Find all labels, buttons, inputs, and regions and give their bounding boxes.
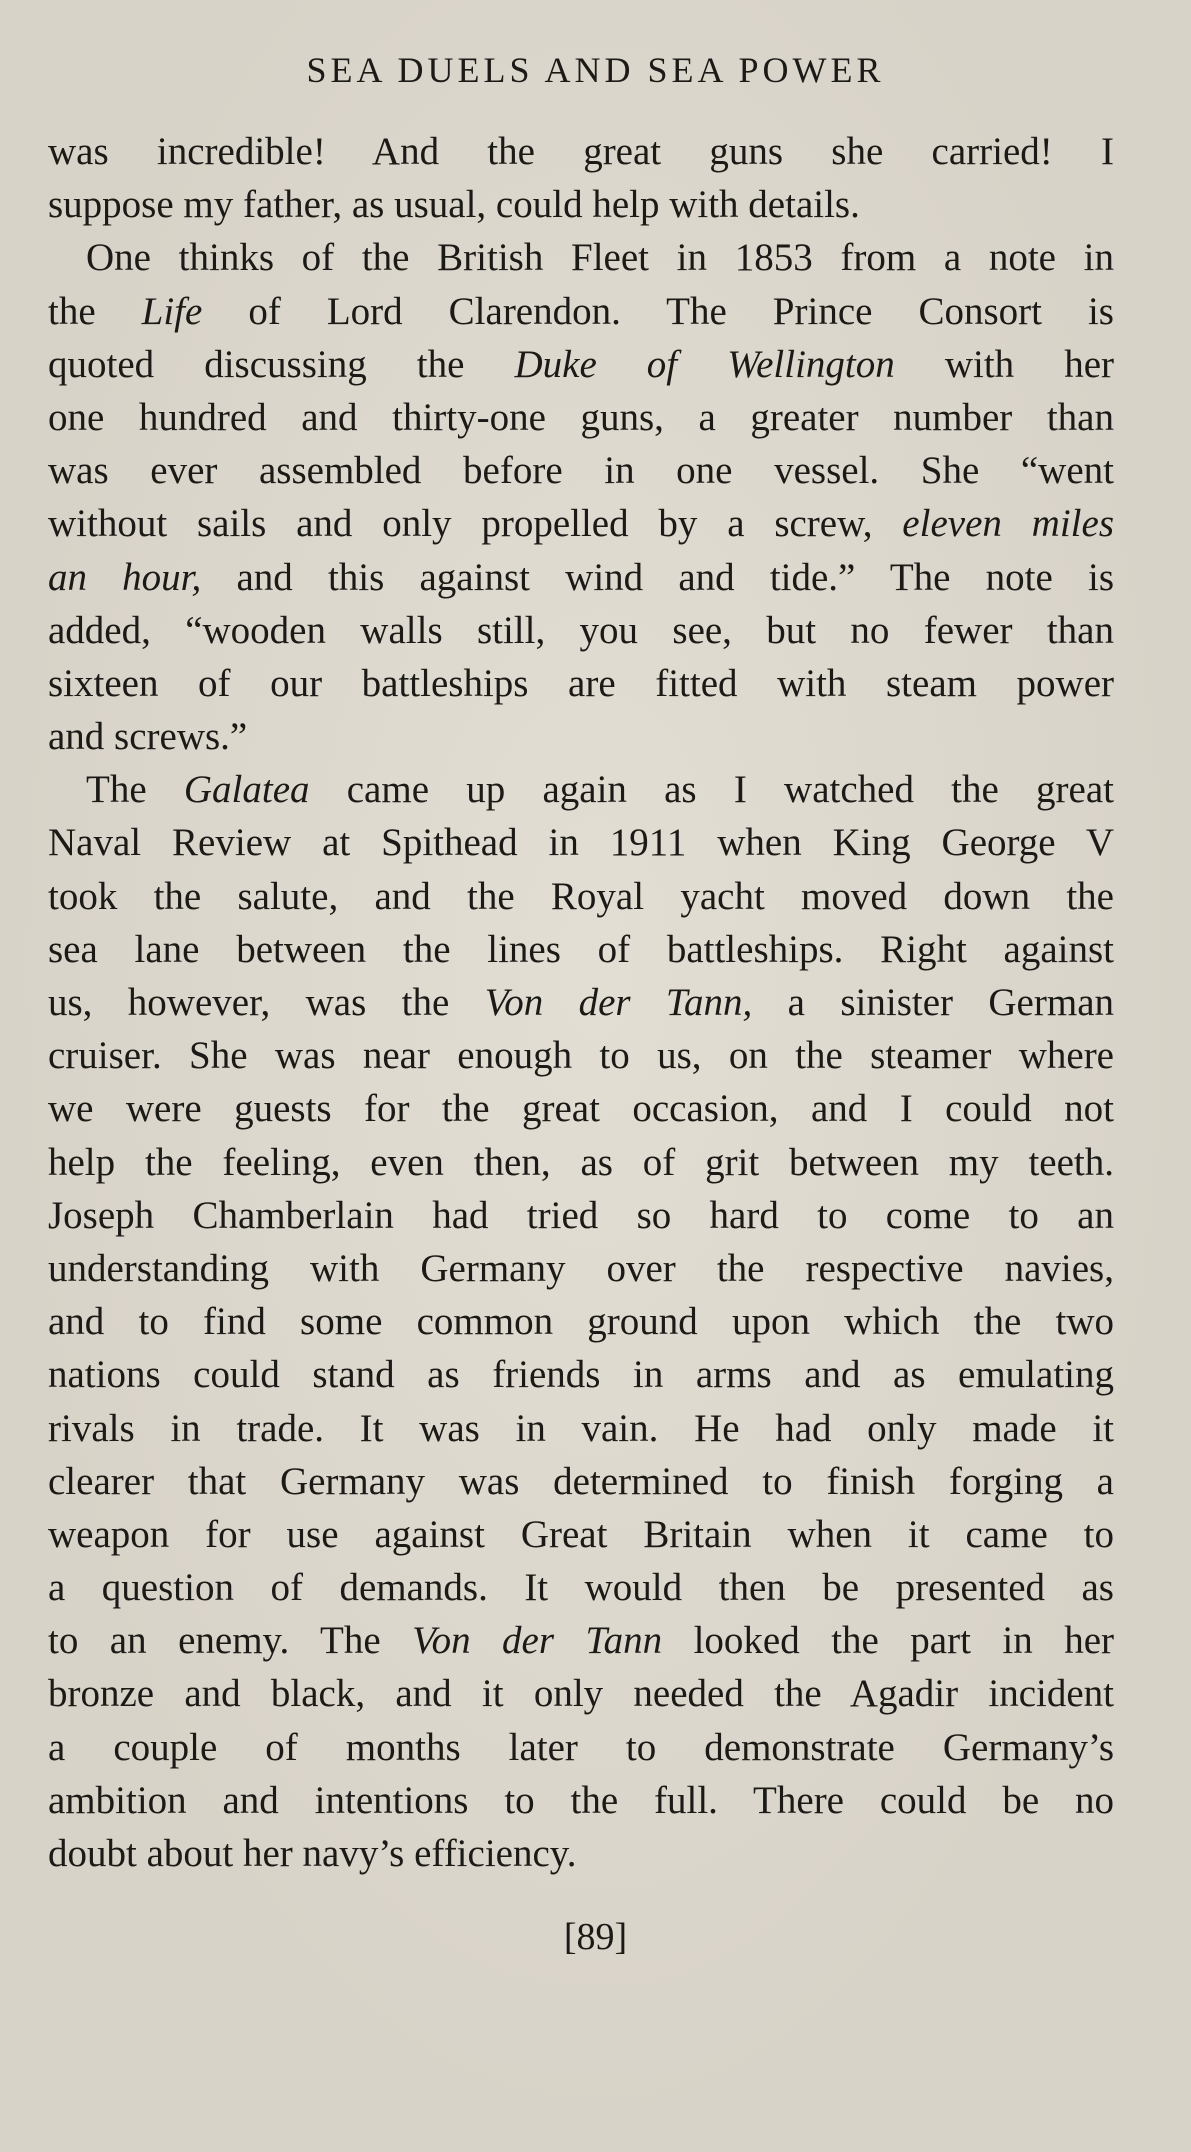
text-line [48, 1614, 1114, 1667]
text-line [48, 231, 1114, 284]
text-segment: of Lord Clarendon. The Prince Consort is [202, 289, 1114, 333]
italic-text: an hour, [48, 555, 202, 599]
text-line [48, 1189, 1114, 1242]
text-segment: to an enemy. The [48, 1619, 413, 1663]
text-line [48, 1136, 1114, 1189]
text-line [48, 976, 1114, 1029]
text-line [48, 338, 1114, 391]
text-segment: one hundred and thirty-one guns, a greater number than [48, 395, 1114, 439]
text-line [48, 551, 1114, 604]
italic-text: Life [141, 289, 203, 333]
running-head: SEA DUELS AND SEA POWER [306, 50, 885, 90]
text-line [48, 1455, 1114, 1508]
text-segment: Joseph Chamberlain had tried so hard to come to an [48, 1193, 1114, 1237]
text-line [48, 1827, 1114, 1880]
body-text [48, 125, 1114, 1880]
text-segment: sixteen of our battleships are fitted with steam power [48, 661, 1114, 705]
text-segment: without sails and only propelled by a screw, [48, 502, 903, 546]
text-line [48, 444, 1114, 497]
text-line [48, 178, 1114, 231]
text-segment: with her [894, 342, 1115, 386]
text-segment: weapon for use against Great Britain when it came to [48, 1512, 1114, 1556]
text-line [48, 497, 1114, 550]
text-segment: doubt about her navy’s efficiency. [48, 1832, 577, 1875]
text-segment: One thinks of the British Fleet in 1853 from a note in [86, 236, 1114, 280]
text-segment: cruiser. She was near enough to us, on the steamer where [48, 1034, 1114, 1078]
page-number: [89] [563, 1916, 628, 1958]
text-line [48, 1242, 1114, 1295]
text-segment: us, however, was the [48, 981, 485, 1024]
text-line [48, 763, 1114, 816]
text-segment: a couple of months later to demonstrate Germany’s [48, 1725, 1114, 1769]
text-segment: quoted discussing the [48, 342, 515, 386]
text-segment: came up again as I watched the great [309, 768, 1114, 812]
text-line [48, 657, 1114, 710]
text-line [48, 816, 1114, 869]
text-segment: a question of demands. It would then be presented as [48, 1566, 1114, 1610]
text-segment: sea lane between the lines of battleships. Right against [48, 927, 1114, 971]
text-line [48, 1508, 1114, 1561]
text-line [48, 1774, 1114, 1827]
text-line [48, 604, 1114, 657]
text-segment: ambition and intentions to the full. There could be no [48, 1778, 1114, 1822]
text-segment: added, “wooden walls still, you see, but no fewer than [48, 608, 1114, 652]
text-segment: rivals in trade. It was in vain. He had only made it [48, 1406, 1114, 1450]
italic-text: Von der Tann [412, 1619, 663, 1663]
text-line [48, 1295, 1114, 1348]
text-line [48, 285, 1114, 338]
italic-text: Duke of Wellington [514, 342, 895, 386]
text-segment: nations could stand as friends in arms and as emulating [48, 1353, 1114, 1397]
text-segment: was incredible! And the great guns she carried! I [48, 130, 1114, 173]
italic-text: Galatea [183, 768, 310, 812]
text-segment: suppose my father, as usual, could help with details. [48, 183, 860, 227]
italic-text: Von der Tann, [484, 981, 753, 1024]
text-segment: Naval Review at Spithead in 1911 when King George V [48, 821, 1114, 865]
text-segment: we were guests for the great occasion, and I could not [48, 1087, 1114, 1131]
text-segment: clearer that Germany was determined to finish forging a [48, 1459, 1114, 1503]
text-segment: bronze and black, and it only needed the Agadir incident [48, 1672, 1114, 1716]
text-line [48, 391, 1114, 444]
text-segment: The [86, 768, 184, 812]
text-segment: was ever assembled before in one vessel. She “went [48, 449, 1114, 493]
text-line [48, 1029, 1114, 1082]
text-line [48, 1402, 1114, 1455]
text-segment: the [48, 289, 142, 333]
text-line [48, 125, 1114, 178]
italic-text: eleven miles [902, 502, 1114, 546]
text-segment: and screws.” [48, 715, 248, 759]
text-line [48, 923, 1114, 976]
text-line [48, 710, 1114, 763]
text-segment: took the salute, and the Royal yacht moved down the [48, 874, 1114, 918]
text-line [48, 1348, 1114, 1401]
text-segment: looked the part in her [662, 1619, 1114, 1663]
text-segment: a sinister German [752, 981, 1114, 1024]
text-line [48, 1082, 1114, 1135]
text-line [48, 1667, 1114, 1720]
text-segment: help the feeling, even then, as of grit between my teeth. [48, 1140, 1114, 1184]
text-segment: and this against wind and tide.” The note is [201, 555, 1114, 599]
text-line [48, 1561, 1114, 1614]
text-segment: and to find some common ground upon which the two [48, 1300, 1114, 1344]
text-segment: understanding with Germany over the respective navies, [48, 1246, 1114, 1290]
text-line [48, 1721, 1114, 1774]
text-line [48, 870, 1114, 923]
